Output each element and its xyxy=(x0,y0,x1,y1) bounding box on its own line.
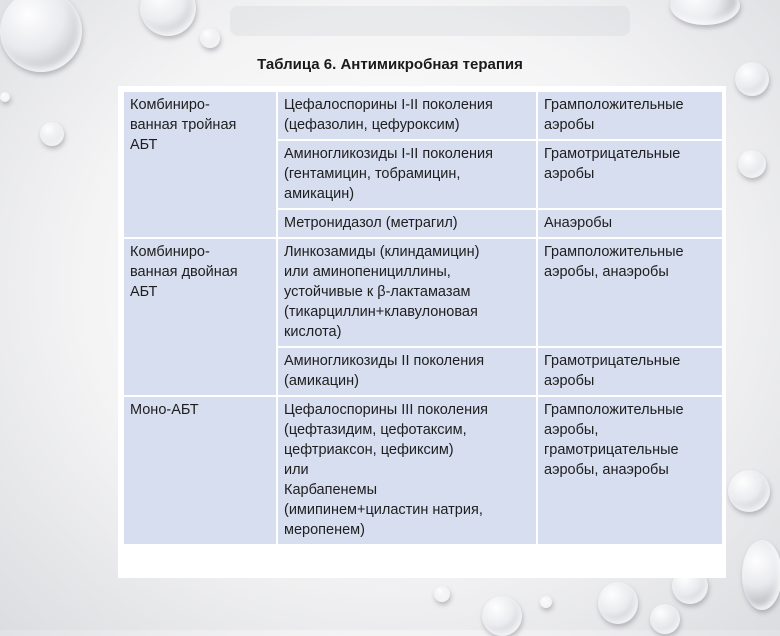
drugs-cell: Метронидазол (метрагил) xyxy=(277,209,537,238)
water-drop-decoration xyxy=(482,596,522,636)
drugs-cell: Линкозамиды (клиндамицин) или аминопенициллины, устойчивые к β-лактамазам (тикарциллин+клавулоновая кислота) xyxy=(277,238,537,347)
water-drop-decoration xyxy=(200,28,220,48)
water-drop-decoration xyxy=(670,0,740,25)
table-sheet xyxy=(118,86,726,578)
water-drop-decoration xyxy=(598,582,638,624)
drugs-cell: Цефалоспорины I-II поколения (цефазолин, цефуроксим) xyxy=(277,91,537,140)
regimen-cell: Комбиниро- ванная двойная АБТ xyxy=(123,238,277,396)
water-drop-decoration xyxy=(728,470,770,512)
water-drop-decoration xyxy=(434,586,450,602)
drugs-cell: Аминогликозиды II поколения (амикацин) xyxy=(277,347,537,396)
table-row xyxy=(123,396,723,545)
target-cell: Грамположительные аэробы xyxy=(537,91,723,140)
drugs-cell: Цефалоспорины III поколения (цефтазидим, цефотаксим, цефтриаксон, цефиксим) или Карбапенемы (имипинем+циластин натрия, меропенем) xyxy=(277,396,537,545)
regimen-cell: Моно-АБТ xyxy=(123,396,277,545)
water-drop-decoration xyxy=(742,540,780,610)
antimicrobial-therapy-table xyxy=(122,90,724,546)
water-drop-decoration xyxy=(0,92,10,102)
water-drop-decoration xyxy=(140,0,196,36)
target-cell: Грамотрицательные аэробы xyxy=(537,140,723,209)
water-drop-decoration xyxy=(738,150,766,178)
water-drop-decoration xyxy=(540,596,552,608)
target-cell: Анаэробы xyxy=(537,209,723,238)
table-row xyxy=(123,238,723,347)
faded-title-placeholder xyxy=(230,6,630,36)
regimen-cell: Комбиниро- ванная тройная АБТ xyxy=(123,91,277,238)
slide-title: Таблица 6. Антимикробная терапия xyxy=(257,56,523,73)
target-cell: Грамположительные аэробы, грамотрицательные аэробы, анаэробы xyxy=(537,396,723,545)
water-drop-decoration xyxy=(40,122,64,146)
table-row xyxy=(123,91,723,140)
target-cell: Грамотрицательные аэробы xyxy=(537,347,723,396)
target-cell: Грамположительные аэробы, анаэробы xyxy=(537,238,723,347)
drugs-cell: Аминогликозиды I-II поколения (гентамицин, тобрамицин, амикацин) xyxy=(277,140,537,209)
